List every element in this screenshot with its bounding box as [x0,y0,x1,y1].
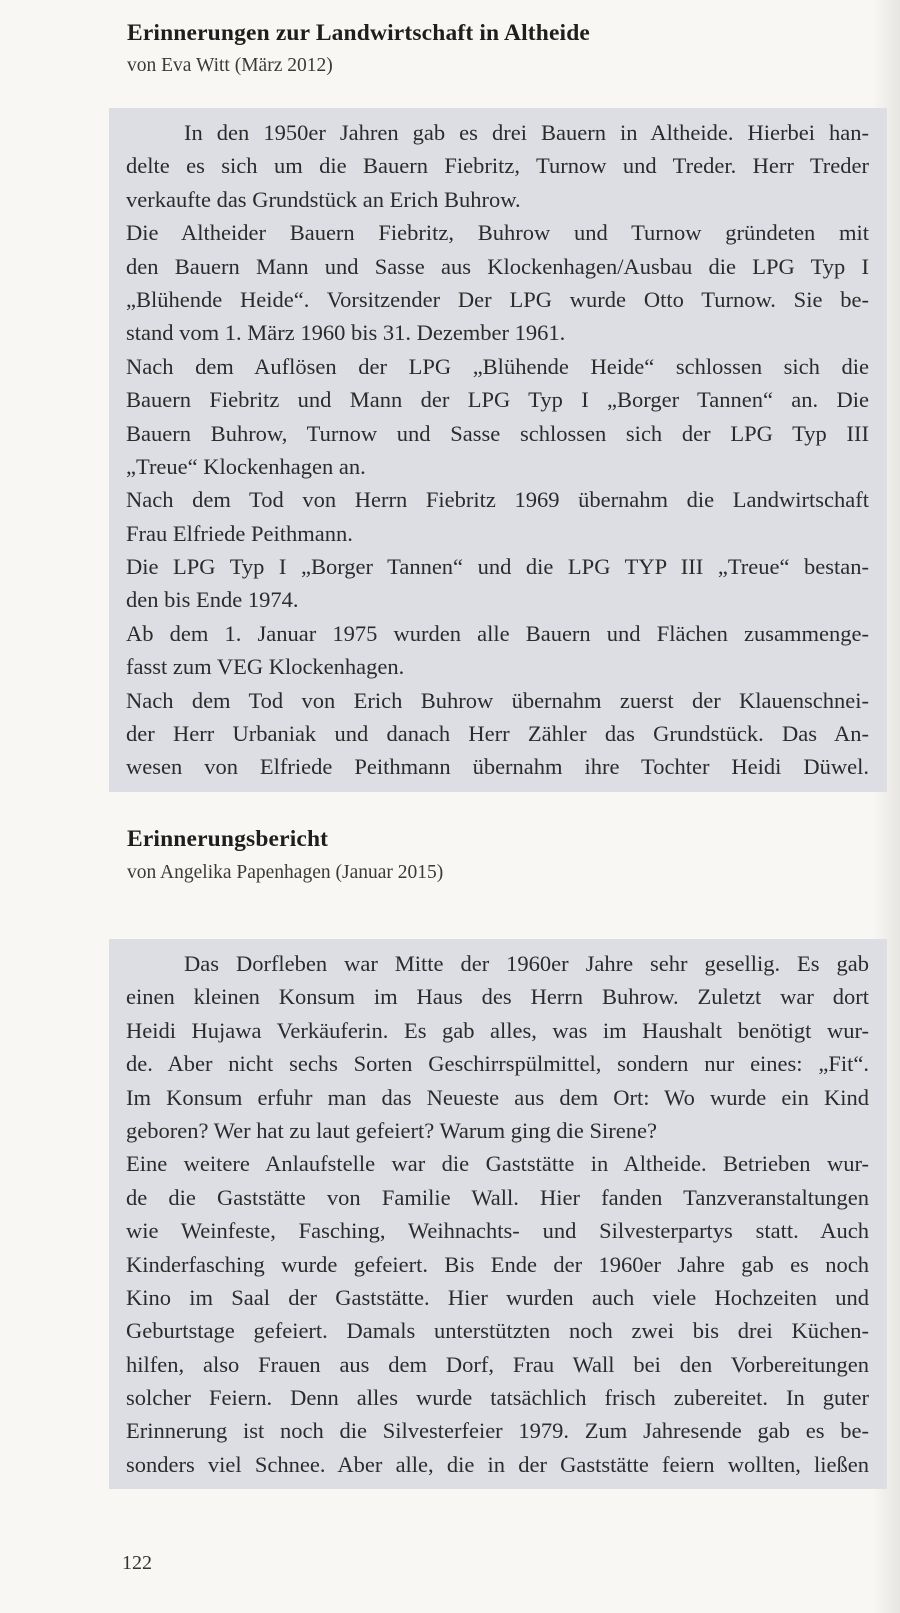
text-line: hilfen, also Frauen aus dem Dorf, Frau Wall bei den Vorbereitungen [126,1351,869,1377]
text-line: Erinnerung ist noch die Silvesterfeier 1979. Zum Jahresende gab es be- [126,1418,869,1444]
text-line: den bis Ende 1974. [126,587,299,613]
text-line: Nach dem Tod von Herrn Fiebritz 1969 übernahm die Landwirtschaft [126,487,869,513]
text-line: Nach dem Auflösen der LPG „Blühende Heide“ schlossen sich die [126,353,869,379]
text-line: den Bauern Mann und Sasse aus Klockenhagen/Ausbau die LPG Typ I [126,253,869,279]
section-2-title: Erinnerungsbericht [127,826,329,852]
text-line: „Treue“ Klockenhagen an. [126,453,366,479]
section-2-text-box [109,939,887,1489]
text-line: der Herr Urbaniak und danach Herr Zähler das Grundstück. Das An- [126,721,869,747]
text-line: Kino im Saal der Gaststätte. Hier wurden auch viele Hochzeiten und [126,1284,869,1310]
text-line: verkaufte das Grundstück an Erich Buhrow. [126,186,521,212]
text-line: Kinderfasching wurde gefeiert. Bis Ende der 1960er Jahre gab es noch [126,1251,869,1277]
text-line: wesen von Elfriede Peithmann übernahm ihre Tochter Heidi Düwel. [126,754,869,780]
text-line: stand vom 1. März 1960 bis 31. Dezember 1961. [126,320,566,346]
text-line: Im Konsum erfuhr man das Neueste aus dem Ort: Wo wurde ein Kind [126,1084,869,1110]
text-line: de die Gaststätte von Familie Wall. Hier fanden Tanzveranstaltungen [126,1184,869,1210]
section-2-byline: von Angelika Papenhagen (Januar 2015) [127,862,444,883]
text-line: einen kleinen Konsum im Haus des Herrn Buhrow. Zuletzt war dort [126,984,869,1010]
text-line: Geburtstage gefeiert. Damals unterstützten noch zwei bis drei Küchen- [126,1318,869,1344]
text-line: Bauern Buhrow, Turnow und Sasse schlossen sich der LPG Typ III [126,420,869,446]
text-line: sonders viel Schnee. Aber alle, die in der Gaststätte feiern wollten, ließen [126,1451,869,1477]
text-line: Die Altheider Bauern Fiebritz, Buhrow und Turnow gründeten mit [126,220,869,246]
text-line: „Blühende Heide“. Vorsitzender Der LPG wurde Otto Turnow. Sie be- [126,286,869,312]
text-line: Frau Elfriede Peithmann. [126,520,353,546]
text-line: solcher Feiern. Denn alles wurde tatsächlich frisch zubereitet. In guter [126,1385,869,1411]
text-line: Ab dem 1. Januar 1975 wurden alle Bauern und Flächen zusammenge- [126,620,869,646]
text-line: de. Aber nicht sechs Sorten Geschirrspülmittel, sondern nur eines: „Fit“. [126,1051,869,1077]
text-line: wie Weinfeste, Fasching, Weihnachts- und Silvesterpartys statt. Auch [126,1218,869,1244]
text-line: Das Dorfleben war Mitte der 1960er Jahre sehr gesellig. Es gab [184,951,869,976]
text-line: fasst zum VEG Klockenhagen. [126,654,405,680]
text-line: delte es sich um die Bauern Fiebritz, Turnow und Treder. Herr Treder [126,153,869,179]
section-1-text-box [109,108,887,792]
text-line: Eine weitere Anlaufstelle war die Gaststätte in Altheide. Betrieben wur- [126,1151,869,1177]
text-line: geboren? Wer hat zu laut gefeiert? Warum ging die Sirene? [126,1117,657,1143]
text-line: Die LPG Typ I „Borger Tannen“ und die LPG TYP III „Treue“ bestan- [126,554,869,580]
page-number: 122 [122,1552,152,1574]
section-1-byline: von Eva Witt (März 2012) [127,55,333,76]
text-line: Nach dem Tod von Erich Buhrow übernahm zuerst der Klauenschnei- [126,687,869,713]
section-1-title: Erinnerungen zur Landwirtschaft in Altheide [127,20,591,46]
text-line: Bauern Fiebritz und Mann der LPG Typ I „Borger Tannen“ an. Die [126,387,869,413]
text-line: Heidi Hujawa Verkäuferin. Es gab alles, was im Haushalt benötigt wur- [126,1017,869,1043]
text-line: In den 1950er Jahren gab es drei Bauern in Altheide. Hierbei han- [184,120,869,145]
